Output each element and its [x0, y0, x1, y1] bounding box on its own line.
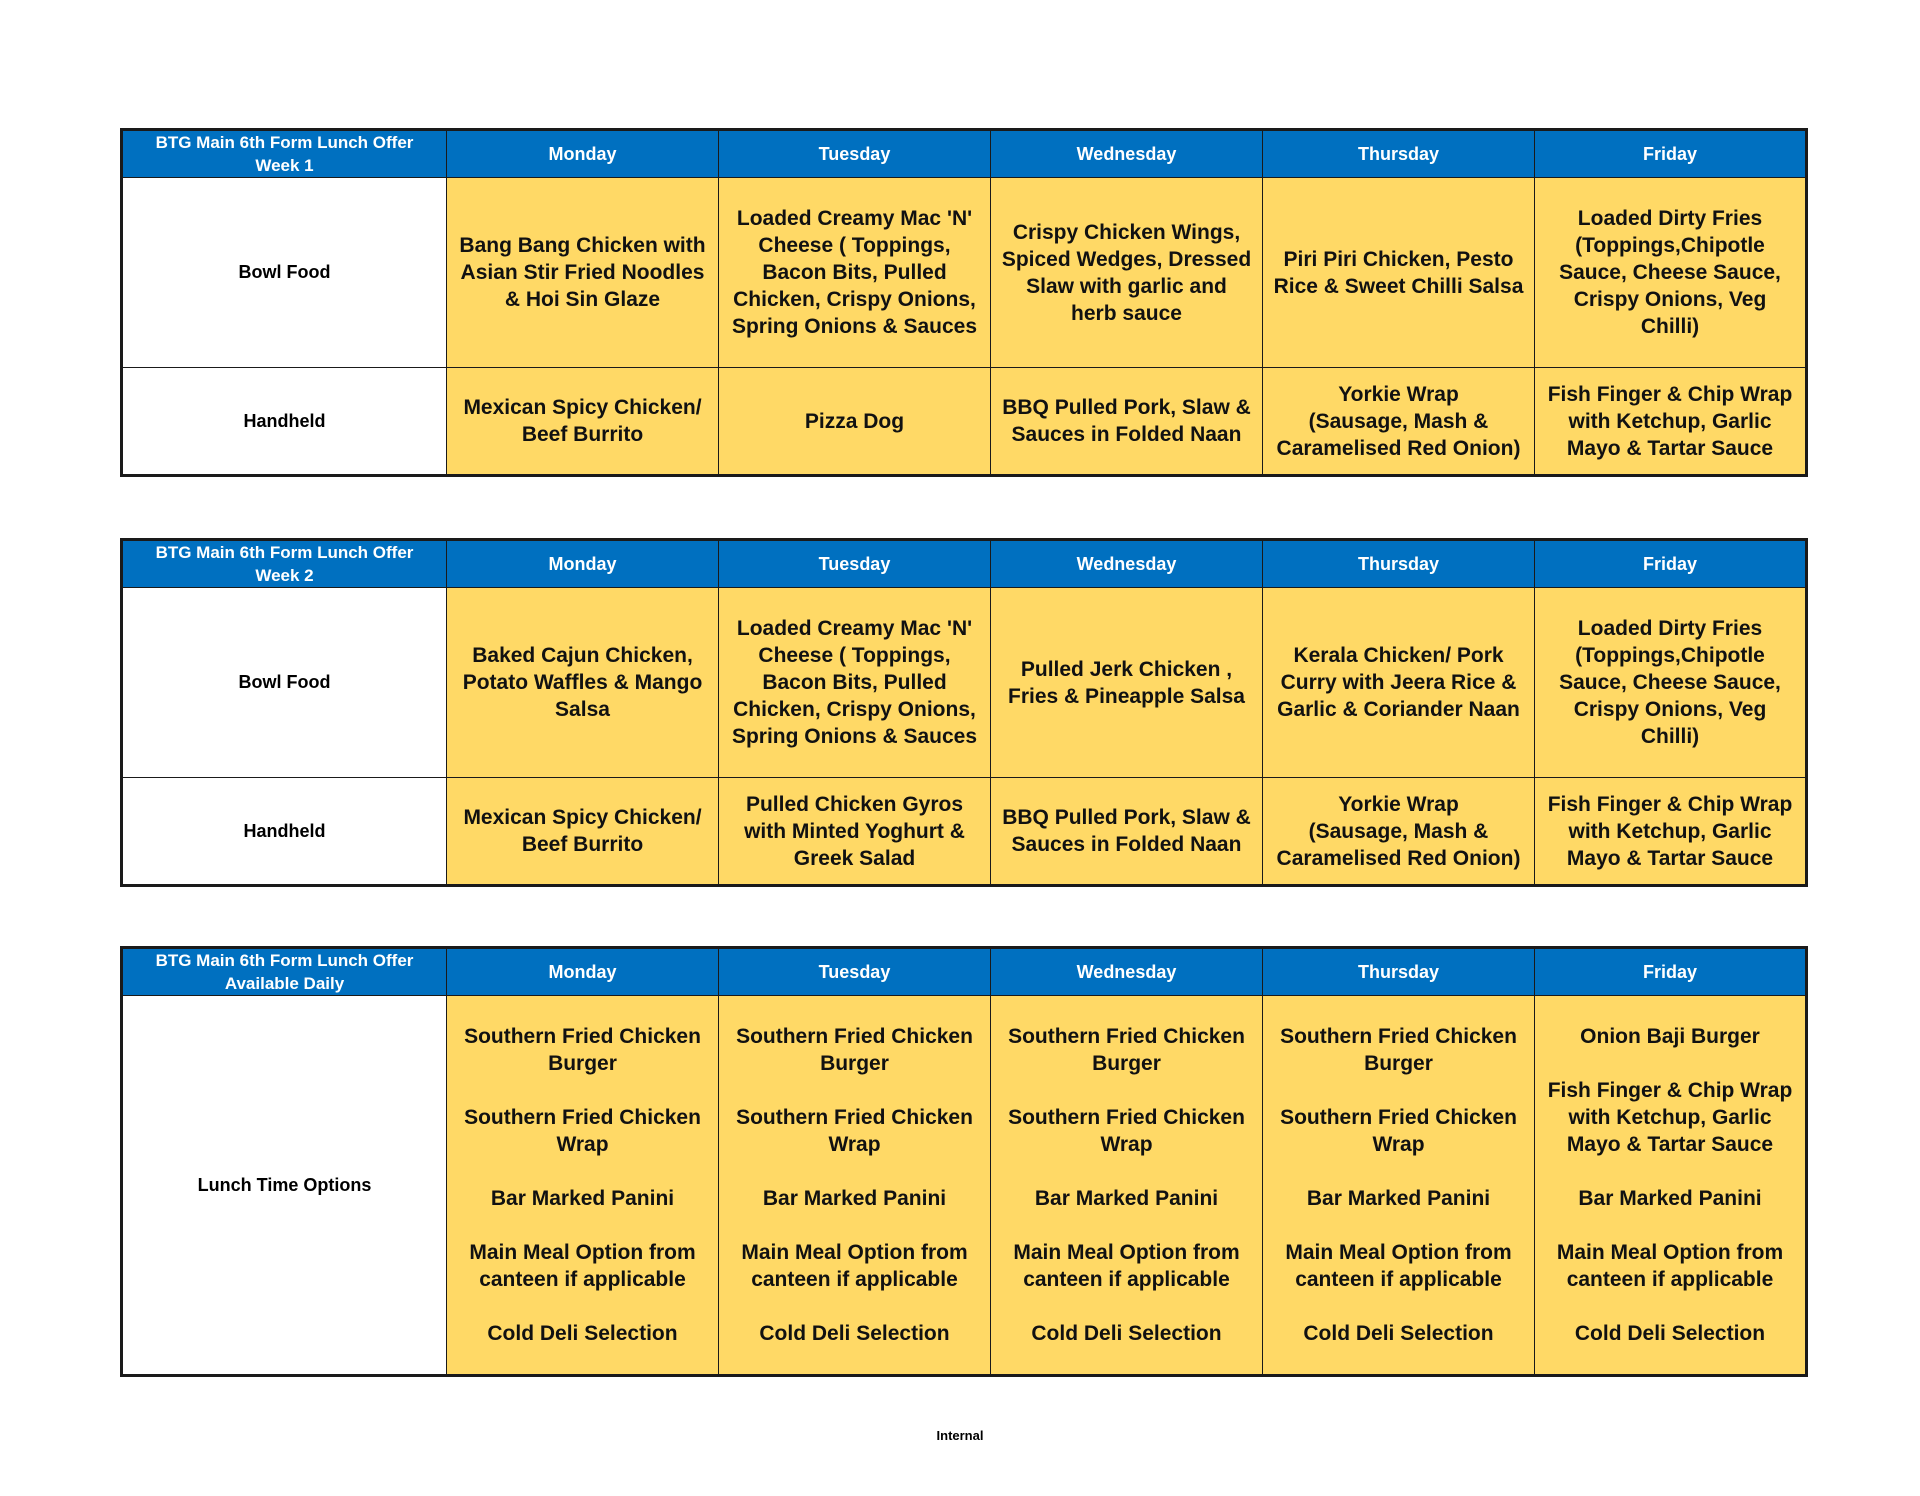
menu-item-line: Southern Fried Chicken	[464, 1025, 701, 1048]
daily-row-label-lunch-options: Lunch Time Options	[122, 996, 447, 1376]
menu-item-line: Burger	[1364, 1052, 1433, 1075]
menu-item-line: Fish Finger & Chip Wrap	[1547, 382, 1793, 406]
week2-handheld-wednesday	[991, 778, 1263, 886]
menu-item-line: Bacon Bits, Pulled	[762, 671, 947, 694]
menu-item-line: canteen if applicable	[1566, 1268, 1774, 1291]
menu-item-line: Slaw with garlic and	[1026, 274, 1227, 298]
menu-item-line: Loaded Dirty Fries	[1577, 207, 1763, 230]
menu-item-line: Crispy Onions, Veg	[1573, 288, 1767, 311]
menu-item-line: Loaded Creamy Mac 'N'	[736, 207, 973, 230]
menu-item-line: Southern Fried Chicken	[1008, 1025, 1245, 1048]
menu-item-line: Bar Marked Panini	[1034, 1187, 1219, 1210]
menu-item-line: Baked Cajun Chicken,	[472, 644, 693, 667]
week1-table-title	[122, 130, 447, 178]
menu-item-line: Greek Salad	[793, 846, 916, 870]
line-gap	[1539, 1158, 1801, 1185]
menu-item-line: with Ketchup, Garlic	[1568, 819, 1772, 843]
line-gap	[995, 1158, 1258, 1185]
menu-item-line: Pizza Dog	[804, 409, 905, 433]
daily-options-wednesday	[991, 996, 1263, 1376]
week1-bowl-food-friday	[1535, 178, 1807, 368]
line-gap	[995, 1077, 1258, 1104]
menu-item-line: & Hoi Sin Glaze	[504, 288, 661, 311]
menu-item-line: Curry with Jeera Rice &	[1280, 671, 1517, 694]
menu-item-line: Sauces in Folded Naan	[1011, 423, 1242, 446]
week2-title-line2: Week 2	[255, 566, 314, 585]
week1-day-header-thursday: Thursday	[1263, 130, 1535, 178]
week1-day-header-friday: Friday	[1535, 130, 1807, 178]
menu-item-line: canteen if applicable	[1023, 1268, 1230, 1291]
menu-item-line: Chilli)	[1640, 725, 1700, 748]
menu-item-line: BBQ Pulled Pork, Slaw &	[1002, 806, 1251, 829]
daily-table-title	[122, 948, 447, 996]
menu-item-line: with Minted Yoghurt &	[744, 819, 965, 843]
menu-item-line: Pulled Chicken Gyros	[745, 792, 964, 816]
menu-item-line: Main Meal Option from	[741, 1241, 968, 1264]
menu-item-line: Mexican Spicy Chicken/	[463, 806, 702, 829]
line-gap	[1539, 1293, 1801, 1320]
menu-item-line: Burger	[548, 1052, 617, 1075]
menu-item-line: Southern Fried Chicken	[1008, 1106, 1245, 1129]
menu-item-line: Crispy Chicken Wings,	[1012, 220, 1241, 244]
menu-item-line: Wrap	[1100, 1133, 1153, 1156]
menu-item-line: Southern Fried Chicken	[736, 1025, 973, 1048]
line-gap	[1539, 1212, 1801, 1239]
daily-day-header-wednesday: Wednesday	[991, 948, 1263, 996]
week2-bowl-food-monday	[447, 588, 719, 778]
week2-menu-table	[120, 538, 1808, 887]
week2-day-header-thursday: Thursday	[1263, 540, 1535, 588]
daily-options-friday	[1535, 996, 1807, 1376]
week1-title-line1: BTG Main 6th Form Lunch Offer	[155, 133, 414, 152]
menu-item-line: Mexican Spicy Chicken/	[463, 396, 702, 419]
menu-item-line: Loaded Dirty Fries	[1577, 617, 1763, 640]
menu-item-line: Bar Marked Panini	[490, 1187, 675, 1210]
week1-handheld-row	[122, 368, 1807, 476]
menu-item-line: canteen if applicable	[751, 1268, 958, 1291]
week1-title-line2: Week 1	[255, 156, 314, 175]
menu-item-line: Loaded Creamy Mac 'N'	[736, 617, 973, 640]
week2-day-header-wednesday: Wednesday	[991, 540, 1263, 588]
menu-item-line: Main Meal Option from	[469, 1241, 696, 1264]
daily-day-header-monday: Monday	[447, 948, 719, 996]
week1-row-label-bowl-food: Bowl Food	[122, 178, 447, 368]
menu-item-line: Mayo & Tartar Sauce	[1566, 846, 1774, 870]
menu-item-line: (Sausage, Mash &	[1308, 819, 1489, 843]
line-gap	[995, 1293, 1258, 1320]
week2-handheld-row	[122, 778, 1807, 886]
menu-item-line: Potato Waffles & Mango	[462, 671, 703, 694]
menu-item-line: canteen if applicable	[1295, 1268, 1502, 1291]
menu-item-line: Spring Onions & Sauces	[731, 315, 978, 338]
menu-item-line: Chicken, Crispy Onions,	[733, 698, 976, 721]
menu-item-line: Asian Stir Fried Noodles	[460, 261, 705, 284]
line-gap	[1539, 1050, 1801, 1077]
menu-item-line: Southern Fried Chicken	[464, 1106, 701, 1129]
menu-item-line: Bacon Bits, Pulled	[762, 261, 947, 284]
menu-item-line: Burger	[820, 1052, 889, 1075]
week1-menu-table	[120, 128, 1808, 477]
week1-bowl-food-tuesday	[719, 178, 991, 368]
week1-bowl-food-thursday	[1263, 178, 1535, 368]
daily-options-tuesday	[719, 996, 991, 1376]
week2-bowl-food-tuesday	[719, 588, 991, 778]
menu-item-line: Chicken, Crispy Onions,	[733, 288, 976, 311]
menu-item-line: Southern Fried Chicken	[736, 1106, 973, 1129]
menu-item-line: Cold Deli Selection	[759, 1322, 950, 1345]
menu-item-line: Rice & Sweet Chilli Salsa	[1273, 274, 1524, 298]
line-gap	[723, 1293, 986, 1320]
week2-handheld-monday	[447, 778, 719, 886]
menu-item-line: Burger	[1092, 1052, 1161, 1075]
menu-item-line: Cold Deli Selection	[1031, 1322, 1222, 1345]
menu-item-line: Mayo & Tartar Sauce	[1566, 436, 1774, 460]
line-gap	[1267, 1077, 1530, 1104]
menu-item-line: BBQ Pulled Pork, Slaw &	[1002, 396, 1251, 419]
daily-title-line2: Available Daily	[224, 974, 345, 993]
menu-item-line: Onion Baji Burger	[1580, 1025, 1760, 1048]
menu-item-line: (Sausage, Mash &	[1308, 409, 1489, 433]
menu-item-line: Yorkie Wrap	[1338, 382, 1459, 406]
week1-day-header-tuesday: Tuesday	[719, 130, 991, 178]
menu-item-line: Wrap	[1372, 1133, 1425, 1156]
line-gap	[723, 1077, 986, 1104]
menu-item-line: (Toppings,Chipotle	[1575, 234, 1765, 257]
menu-item-line: Garlic & Coriander Naan	[1277, 698, 1520, 721]
week2-bowl-food-row	[122, 588, 1807, 778]
menu-item-line: Caramelised Red Onion)	[1276, 846, 1521, 870]
menu-item-line: Mayo & Tartar Sauce	[1566, 1133, 1774, 1156]
line-gap	[451, 1077, 714, 1104]
week1-handheld-tuesday	[719, 368, 991, 476]
line-gap	[451, 1158, 714, 1185]
menu-item-line: Chilli)	[1640, 315, 1700, 338]
menu-item-line: Sauce, Cheese Sauce,	[1559, 261, 1781, 284]
menu-item-line: Caramelised Red Onion)	[1276, 436, 1521, 460]
menu-item-line: Spring Onions & Sauces	[731, 725, 978, 748]
week2-day-header-monday: Monday	[447, 540, 719, 588]
menu-item-line: Fish Finger & Chip Wrap	[1547, 1079, 1793, 1102]
week1-header-row	[122, 130, 1807, 178]
classification-footer: Internal	[936, 1428, 984, 1443]
week2-bowl-food-friday	[1535, 588, 1807, 778]
daily-day-header-friday: Friday	[1535, 948, 1807, 996]
menu-item-line: Main Meal Option from	[1013, 1241, 1240, 1264]
week1-bowl-food-row	[122, 178, 1807, 368]
menu-item-line: Cold Deli Selection	[487, 1322, 678, 1345]
menu-item-line: Salsa	[555, 698, 610, 721]
week1-handheld-monday	[447, 368, 719, 476]
daily-options-thursday	[1263, 996, 1535, 1376]
week2-handheld-thursday	[1263, 778, 1535, 886]
menu-item-line: Crispy Onions, Veg	[1573, 698, 1767, 721]
week1-bowl-food-monday	[447, 178, 719, 368]
week2-row-label-handheld: Handheld	[122, 778, 447, 886]
line-gap	[723, 1158, 986, 1185]
menu-item-line: Cheese ( Toppings,	[758, 234, 951, 257]
week1-handheld-wednesday	[991, 368, 1263, 476]
menu-item-line: Fish Finger & Chip Wrap	[1547, 792, 1793, 816]
daily-lunch-options-row	[122, 996, 1807, 1376]
menu-item-line: Kerala Chicken/ Pork	[1293, 644, 1504, 667]
week1-handheld-friday	[1535, 368, 1807, 476]
week2-row-label-bowl-food: Bowl Food	[122, 588, 447, 778]
menu-item-line: Beef Burrito	[521, 423, 644, 446]
menu-item-line: canteen if applicable	[479, 1268, 686, 1291]
menu-item-line: Sauce, Cheese Sauce,	[1559, 671, 1781, 694]
menu-item-line: Bang Bang Chicken with	[459, 234, 706, 257]
daily-title-line1: BTG Main 6th Form Lunch Offer	[155, 951, 414, 970]
week2-day-header-friday: Friday	[1535, 540, 1807, 588]
menu-item-line: Cold Deli Selection	[1574, 1322, 1766, 1345]
week2-day-header-tuesday: Tuesday	[719, 540, 991, 588]
menu-item-line: Bar Marked Panini	[1306, 1187, 1491, 1210]
menu-item-line: Main Meal Option from	[1285, 1241, 1512, 1264]
daily-options-monday	[447, 996, 719, 1376]
menu-item-line: Wrap	[828, 1133, 881, 1156]
menu-item-line: Southern Fried Chicken	[1280, 1106, 1517, 1129]
line-gap	[995, 1212, 1258, 1239]
menu-item-line: Wrap	[556, 1133, 609, 1156]
menu-item-line: Bar Marked Panini	[1578, 1187, 1762, 1210]
line-gap	[1267, 1212, 1530, 1239]
week2-handheld-friday	[1535, 778, 1807, 886]
line-gap	[723, 1212, 986, 1239]
menu-item-line: Piri Piri Chicken, Pesto	[1283, 247, 1514, 271]
week1-handheld-thursday	[1263, 368, 1535, 476]
daily-day-header-thursday: Thursday	[1263, 948, 1535, 996]
menu-item-line: Yorkie Wrap	[1338, 792, 1459, 816]
menu-item-line: Spiced Wedges, Dressed	[1001, 247, 1252, 271]
week2-header-row	[122, 540, 1807, 588]
daily-menu-table	[120, 946, 1808, 1377]
daily-day-header-tuesday: Tuesday	[719, 948, 991, 996]
menu-item-line: (Toppings,Chipotle	[1575, 644, 1765, 667]
week2-bowl-food-wednesday	[991, 588, 1263, 778]
menu-item-line: Main Meal Option from	[1556, 1241, 1784, 1264]
menu-item-line: with Ketchup, Garlic	[1568, 409, 1772, 433]
menu-item-line: Cheese ( Toppings,	[758, 644, 951, 667]
menu-item-line: herb sauce	[1071, 301, 1182, 325]
line-gap	[1267, 1158, 1530, 1185]
menu-item-line: Bar Marked Panini	[762, 1187, 947, 1210]
menu-item-line: with Ketchup, Garlic	[1568, 1106, 1772, 1129]
daily-header-row	[122, 948, 1807, 996]
menu-item-line: Fries & Pineapple Salsa	[1008, 684, 1245, 708]
week1-bowl-food-wednesday	[991, 178, 1263, 368]
week1-day-header-wednesday: Wednesday	[991, 130, 1263, 178]
week2-table-title	[122, 540, 447, 588]
week2-bowl-food-thursday	[1263, 588, 1535, 778]
line-gap	[1267, 1293, 1530, 1320]
menu-item-line: Southern Fried Chicken	[1280, 1025, 1517, 1048]
week1-day-header-monday: Monday	[447, 130, 719, 178]
menu-item-line: Sauces in Folded Naan	[1011, 833, 1242, 856]
week2-handheld-tuesday	[719, 778, 991, 886]
menu-item-line: Beef Burrito	[521, 833, 644, 856]
menu-item-line: Cold Deli Selection	[1303, 1322, 1494, 1345]
week2-title-line1: BTG Main 6th Form Lunch Offer	[155, 543, 414, 562]
line-gap	[451, 1212, 714, 1239]
line-gap	[451, 1293, 714, 1320]
week1-row-label-handheld: Handheld	[122, 368, 447, 476]
menu-item-line: Pulled Jerk Chicken ,	[1020, 657, 1233, 681]
